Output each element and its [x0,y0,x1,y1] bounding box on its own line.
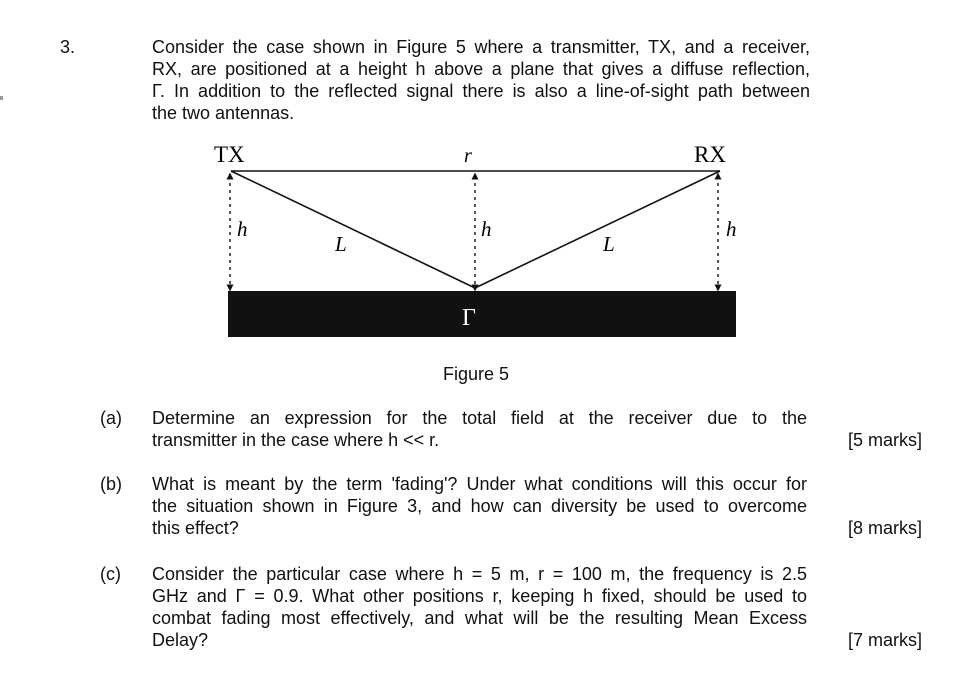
reflected-path-rx [475,171,720,288]
gamma-label: Γ [462,305,476,331]
intro-line: Γ. In addition to the reflected signal there is also a line-of-sight path between [152,81,810,101]
reflected-path-tx [231,171,475,288]
question-number: 3. [60,37,76,57]
part-a-marks: [5 marks] [847,430,922,450]
intro-line: RX, are positioned at a height h above a plane that gives a diffuse reflection, [152,59,810,79]
part-a-line: transmitter in the case where h << r. [152,430,440,450]
h-label-rx: h [726,217,737,241]
part-b-line: What is meant by the term 'fading'? Under what conditions will this occur for [152,474,807,494]
part-b-marks: [8 marks] [847,518,922,538]
h-label-mid: h [481,217,492,241]
rx-label: RX [694,142,726,167]
r-label: r [464,145,472,167]
tx-label: TX [214,142,245,167]
l-label-right: L [603,232,615,256]
part-c-label: (c) [100,564,121,584]
h-label-tx: h [237,217,248,241]
part-c-line: GHz and Γ = 0.9. What other positions r, keeping h fixed, should be used to [152,586,807,606]
part-c-text [152,563,807,651]
part-b-line: this effect? [152,518,239,538]
part-a-line: Determine an expression for the total field at the receiver due to the [152,408,807,428]
intro-line: Consider the case shown in Figure 5 where a transmitter, TX, and a receiver, [152,37,810,57]
scan-edge-mark [0,96,3,100]
part-c-line: Delay? [152,630,209,650]
figure-caption: Figure 5 [443,364,510,384]
part-b-line: the situation shown in Figure 3, and how can diversity be used to overcome [152,496,807,516]
question-intro [152,36,810,124]
part-c-marks: [7 marks] [847,630,922,650]
part-a-text [152,407,807,451]
part-b-label: (b) [100,474,122,494]
part-a-label: (a) [100,408,122,428]
part-b-text [152,473,807,539]
part-c-line: Consider the particular case where h = 5 m, r = 100 m, the frequency is 2.5 [152,564,807,584]
part-c-line: combat fading most effectively, and what will be the resulting Mean Excess [152,608,807,628]
l-label-left: L [335,232,347,256]
intro-line: the two antennas. [152,103,295,123]
figure-5-diagram [200,138,760,344]
reflecting-plane [228,291,736,337]
